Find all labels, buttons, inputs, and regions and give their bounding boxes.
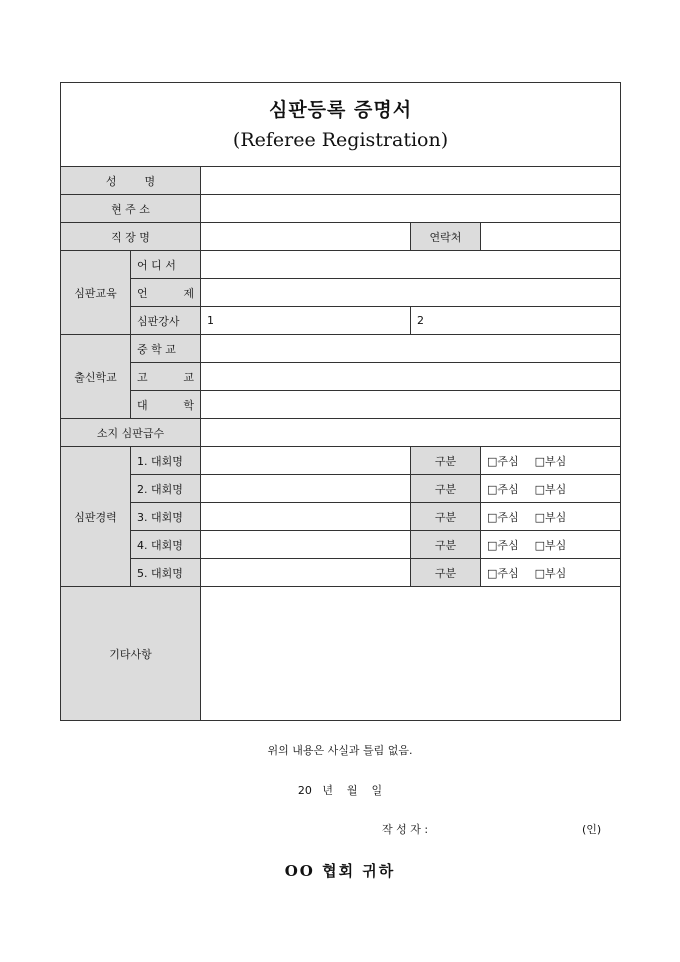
education-where-field[interactable]	[201, 251, 621, 279]
career-row-label: 5. 대회명	[131, 559, 201, 587]
career-competition-field[interactable]	[201, 531, 411, 559]
contact-field[interactable]	[481, 223, 621, 251]
main-referee-checkbox[interactable]: □주심	[487, 538, 519, 552]
seal-mark: (인)	[582, 823, 602, 836]
education-group-label: 심판교육	[61, 251, 131, 335]
contact-label: 연락처	[411, 223, 481, 251]
grade-label: 소지 심판급수	[61, 419, 201, 447]
career-role-cell	[481, 447, 621, 475]
title-english: (Referee Registration)	[232, 128, 449, 151]
career-group-label: 심판경력	[61, 447, 131, 587]
author-label: 작 성 자 :	[382, 823, 429, 836]
main-referee-checkbox[interactable]: □주심	[487, 510, 519, 524]
date-line: 20 년 월 일	[297, 784, 383, 797]
school-high-label: 고 교	[131, 363, 201, 391]
form-title	[61, 83, 621, 167]
school-middle-label: 중 학 교	[131, 335, 201, 363]
job-label: 직 장 명	[61, 223, 201, 251]
assistant-referee-checkbox[interactable]: □부심	[534, 454, 567, 468]
education-instructor-label: 심판강사	[131, 307, 201, 335]
career-competition-field[interactable]	[201, 559, 411, 587]
job-field[interactable]	[201, 223, 411, 251]
education-where-label: 어 디 서	[131, 251, 201, 279]
career-row-label: 1. 대회명	[131, 447, 201, 475]
school-group-label: 출신학교	[61, 335, 131, 419]
school-high-field[interactable]	[201, 363, 621, 391]
career-type-label: 구분	[411, 559, 481, 587]
career-role-cell	[481, 531, 621, 559]
assistant-referee-checkbox[interactable]: □부심	[534, 482, 567, 496]
association-addressee: OO 협회 귀하	[284, 862, 396, 880]
career-type-label: 구분	[411, 475, 481, 503]
career-competition-field[interactable]	[201, 475, 411, 503]
career-role-cell	[481, 503, 621, 531]
career-role-cell	[481, 559, 621, 587]
assistant-referee-checkbox[interactable]: □부심	[534, 510, 567, 524]
confirmation-statement: 위의 내용은 사실과 틀림 없음.	[267, 744, 413, 757]
career-competition-field[interactable]	[201, 503, 411, 531]
education-when-label: 언 제	[131, 279, 201, 307]
education-when-field[interactable]	[201, 279, 621, 307]
career-row-label: 4. 대회명	[131, 531, 201, 559]
instructor-slot-1[interactable]: 1	[201, 307, 411, 335]
name-field[interactable]	[201, 167, 621, 195]
assistant-referee-checkbox[interactable]: □부심	[534, 538, 567, 552]
career-type-label: 구분	[411, 447, 481, 475]
main-referee-checkbox[interactable]: □주심	[487, 454, 519, 468]
address-field[interactable]	[201, 195, 621, 223]
career-row-label: 2. 대회명	[131, 475, 201, 503]
name-label: 성 명	[61, 167, 201, 195]
main-referee-checkbox[interactable]: □주심	[487, 482, 519, 496]
address-label: 현 주 소	[61, 195, 201, 223]
career-type-label: 구분	[411, 503, 481, 531]
school-univ-field[interactable]	[201, 391, 621, 419]
remarks-label: 기타사항	[61, 587, 201, 721]
school-univ-label: 대 학	[131, 391, 201, 419]
career-role-cell	[481, 475, 621, 503]
main-referee-checkbox[interactable]: □주심	[487, 566, 519, 580]
title-korean: 심판등록 증명서	[268, 98, 413, 121]
grade-field[interactable]	[201, 419, 621, 447]
instructor-slot-2[interactable]: 2	[411, 307, 621, 335]
career-row-label: 3. 대회명	[131, 503, 201, 531]
career-competition-field[interactable]	[201, 447, 411, 475]
school-middle-field[interactable]	[201, 335, 621, 363]
registration-form	[60, 82, 621, 721]
remarks-field[interactable]	[201, 587, 621, 721]
assistant-referee-checkbox[interactable]: □부심	[534, 566, 567, 580]
career-type-label: 구분	[411, 531, 481, 559]
